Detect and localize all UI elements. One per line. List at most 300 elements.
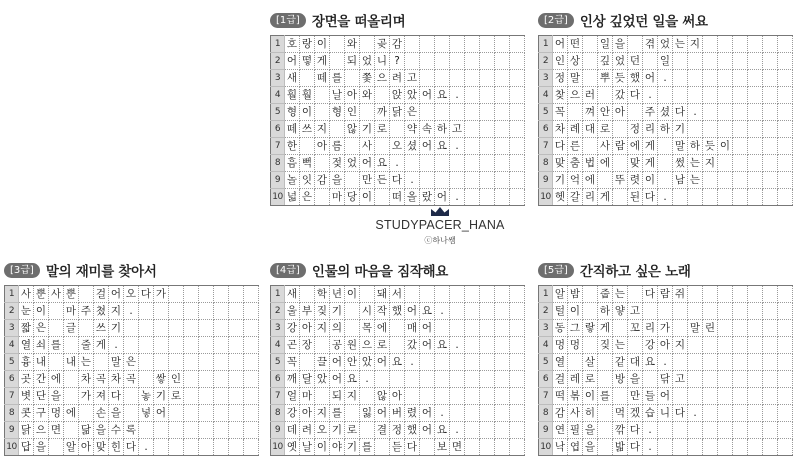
- grid-row: [539, 70, 793, 87]
- grid-cell: [420, 70, 435, 87]
- grid-cell: [229, 320, 244, 337]
- grid-cell: [495, 388, 510, 405]
- section-title: 인물의 마음을 짐작해요: [311, 264, 449, 280]
- grid-cell: [495, 104, 510, 121]
- grid-cell: [435, 155, 450, 172]
- grid-row: [271, 172, 525, 189]
- grid-cell: 만: [628, 388, 643, 405]
- grid-cell: 울: [285, 303, 300, 320]
- grid-cell: 려: [300, 422, 315, 439]
- grid-cell: 게: [315, 53, 330, 70]
- grid-cell: [390, 121, 405, 138]
- grid-row: [271, 155, 525, 172]
- grid-cell: [465, 405, 480, 422]
- grid-cell: 어: [360, 155, 375, 172]
- grid-cell: [450, 36, 465, 53]
- grid-cell: [718, 388, 733, 405]
- row-number: 6: [271, 371, 285, 388]
- grid-cell: [495, 337, 510, 354]
- grid-cell: [315, 155, 330, 172]
- grid-cell: [375, 87, 390, 104]
- grid-cell: 말: [109, 354, 124, 371]
- grid-cell: .: [139, 439, 154, 456]
- grid-cell: [405, 53, 420, 70]
- grid-cell: [495, 155, 510, 172]
- grid-cell: [199, 303, 214, 320]
- grid-cell: [124, 388, 139, 405]
- grid-row: [5, 422, 259, 439]
- grid-cell: [748, 286, 763, 303]
- grid-cell: 오: [124, 286, 139, 303]
- row-number: 4: [539, 337, 553, 354]
- grid-cell: 로: [598, 121, 613, 138]
- grid-cell: [450, 371, 465, 388]
- grid-cell: 아: [390, 388, 405, 405]
- grid-cell: 사: [49, 286, 64, 303]
- grid-cell: 지: [688, 36, 703, 53]
- grid-cell: [139, 320, 154, 337]
- grid-cell: 걸: [553, 371, 568, 388]
- grid-cell: [405, 371, 420, 388]
- grid-row: [539, 371, 793, 388]
- grid-cell: [480, 70, 495, 87]
- grid-cell: [480, 354, 495, 371]
- grid-cell: [495, 320, 510, 337]
- grid-cell: [465, 388, 480, 405]
- grid-cell: 를: [49, 337, 64, 354]
- grid-cell: 곡: [124, 371, 139, 388]
- grid-cell: 게: [643, 155, 658, 172]
- section-title: 장면을 떠올리며: [311, 14, 406, 30]
- grid-cell: 셨: [405, 138, 420, 155]
- grid-cell: 기: [345, 439, 360, 456]
- grid-cell: [703, 354, 718, 371]
- grid-cell: 매: [405, 320, 420, 337]
- grid-cell: [778, 138, 793, 155]
- brand-block: [370, 206, 510, 246]
- grid-cell: 듯: [613, 70, 628, 87]
- grade-badge: [2급]: [538, 13, 574, 28]
- grid-cell: 게: [94, 337, 109, 354]
- grid-cell: [480, 439, 495, 456]
- grid-cell: [778, 87, 793, 104]
- grid-cell: 않: [345, 121, 360, 138]
- grid-cell: [435, 354, 450, 371]
- grid-cell: [495, 121, 510, 138]
- grid-cell: 어: [420, 138, 435, 155]
- grade-badge: [1급]: [270, 13, 306, 28]
- grid-cell: 면: [49, 422, 64, 439]
- grid-cell: [450, 172, 465, 189]
- grid-cell: [405, 155, 420, 172]
- grid-cell: 를: [330, 405, 345, 422]
- brand-name: STUDYPACER_HANA: [375, 218, 505, 232]
- grid-cell: 당: [345, 189, 360, 206]
- grid-cell: [495, 303, 510, 320]
- grid-cell: [465, 320, 480, 337]
- grid-cell: 호: [285, 36, 300, 53]
- grid-cell: [748, 70, 763, 87]
- grid-cell: [495, 286, 510, 303]
- grid-cell: [435, 70, 450, 87]
- grid-row: [5, 405, 259, 422]
- grid-row: [539, 337, 793, 354]
- grid-cell: 마: [330, 189, 345, 206]
- grid-cell: [763, 405, 778, 422]
- grid-cell: 게: [598, 189, 613, 206]
- grid-cell: 밟: [613, 439, 628, 456]
- grid-cell: 렷: [628, 172, 643, 189]
- grid-row: [5, 337, 259, 354]
- grid-cell: [420, 371, 435, 388]
- grid-cell: 겠: [628, 405, 643, 422]
- grid-cell: [778, 303, 793, 320]
- grid-cell: 된: [628, 189, 643, 206]
- grid-cell: [139, 337, 154, 354]
- grid-cell: 만: [360, 172, 375, 189]
- grid-cell: 간: [34, 371, 49, 388]
- grid-cell: [658, 439, 673, 456]
- grid-cell: [778, 70, 793, 87]
- grid-cell: [169, 320, 184, 337]
- grid-cell: 방: [613, 371, 628, 388]
- grid-cell: [244, 286, 259, 303]
- grid-row: [271, 104, 525, 121]
- grid-cell: [733, 36, 748, 53]
- grid-cell: [184, 422, 199, 439]
- grid-cell: [420, 53, 435, 70]
- grid-cell: 어: [375, 354, 390, 371]
- grid-cell: .: [405, 172, 420, 189]
- grid-cell: [345, 405, 360, 422]
- grid-cell: [420, 104, 435, 121]
- row-number: 2: [5, 303, 19, 320]
- section-grade-1: [270, 10, 525, 206]
- grid-cell: [703, 189, 718, 206]
- grid-cell: 곳: [19, 371, 34, 388]
- grid-cell: 지: [315, 405, 330, 422]
- grid-cell: [450, 286, 465, 303]
- grid-cell: [510, 189, 525, 206]
- grid-cell: [169, 303, 184, 320]
- grid-cell: [510, 121, 525, 138]
- grid-cell: 었: [360, 53, 375, 70]
- grid-cell: [778, 121, 793, 138]
- grid-cell: 기: [330, 422, 345, 439]
- grid-cell: [184, 439, 199, 456]
- grid-cell: 지: [315, 320, 330, 337]
- grid-cell: [154, 303, 169, 320]
- grid-cell: 듯: [703, 138, 718, 155]
- grid-cell: [568, 354, 583, 371]
- grid-cell: 하: [688, 138, 703, 155]
- grid-row: [271, 371, 525, 388]
- grid-cell: [315, 104, 330, 121]
- grid-cell: 차: [553, 121, 568, 138]
- grid-cell: 지: [673, 337, 688, 354]
- grid-cell: [79, 286, 94, 303]
- grid-cell: 사: [568, 405, 583, 422]
- grid-cell: [300, 354, 315, 371]
- grid-cell: 니: [375, 53, 390, 70]
- grid-cell: [643, 371, 658, 388]
- grid-cell: 날: [330, 87, 345, 104]
- grid-cell: [375, 371, 390, 388]
- grid-cell: [718, 371, 733, 388]
- grid-cell: [658, 422, 673, 439]
- grid-cell: [510, 53, 525, 70]
- grid-cell: [199, 439, 214, 456]
- row-number: 4: [271, 337, 285, 354]
- grid-cell: [214, 320, 229, 337]
- grid-cell: 렸: [405, 405, 420, 422]
- grid-cell: 면: [450, 439, 465, 456]
- grid-cell: 고: [450, 121, 465, 138]
- grid-cell: [763, 422, 778, 439]
- grid-cell: 인: [169, 371, 184, 388]
- row-number: 2: [271, 53, 285, 70]
- grid-cell: 는: [688, 172, 703, 189]
- grid-row: [5, 320, 259, 337]
- grid-cell: [139, 422, 154, 439]
- grid-cell: [598, 172, 613, 189]
- grid-cell: [214, 337, 229, 354]
- grid-cell: 는: [688, 155, 703, 172]
- grid-cell: 이: [34, 303, 49, 320]
- grid-cell: 갈: [568, 189, 583, 206]
- grid-cell: 인: [553, 53, 568, 70]
- grid-cell: [480, 286, 495, 303]
- grid-cell: 강: [643, 337, 658, 354]
- grid-cell: [733, 155, 748, 172]
- grid-cell: 다: [405, 439, 420, 456]
- grid-cell: [360, 286, 375, 303]
- grid-cell: 힌: [109, 439, 124, 456]
- row-number: 5: [271, 104, 285, 121]
- grid-cell: 을: [34, 439, 49, 456]
- grid-row: [271, 354, 525, 371]
- grid-cell: [613, 121, 628, 138]
- grid-cell: 어: [420, 87, 435, 104]
- grid-cell: [613, 388, 628, 405]
- grid-cell: 하: [658, 121, 673, 138]
- grid-cell: 인: [345, 104, 360, 121]
- grid-cell: 형: [285, 104, 300, 121]
- grid-cell: [435, 286, 450, 303]
- grid-cell: 를: [330, 70, 345, 87]
- grid-cell: 깨: [285, 371, 300, 388]
- grid-cell: 겪: [643, 36, 658, 53]
- grid-cell: 줍: [598, 286, 613, 303]
- grid-cell: 달: [300, 371, 315, 388]
- grid-cell: [465, 138, 480, 155]
- grid-cell: 낙: [553, 439, 568, 456]
- grid-cell: [184, 286, 199, 303]
- grid-cell: [315, 388, 330, 405]
- row-number: 7: [539, 138, 553, 155]
- row-number: 10: [271, 189, 285, 206]
- grid-row: [539, 104, 793, 121]
- crown-icon: [430, 206, 450, 217]
- grid-cell: [718, 172, 733, 189]
- grid-cell: 걸: [94, 286, 109, 303]
- grid-cell: [345, 138, 360, 155]
- grid-cell: 넓: [285, 189, 300, 206]
- grid-cell: 동: [553, 320, 568, 337]
- row-number: 3: [539, 320, 553, 337]
- grid-row: [539, 286, 793, 303]
- grid-cell: 맞: [553, 155, 568, 172]
- grid-cell: 알: [553, 286, 568, 303]
- grid-cell: 으: [375, 70, 390, 87]
- grid-cell: [688, 87, 703, 104]
- grid-row: [539, 87, 793, 104]
- grid-cell: 에: [49, 371, 64, 388]
- grid-cell: [49, 303, 64, 320]
- grid-cell: [733, 172, 748, 189]
- grid-cell: 헷: [553, 189, 568, 206]
- grid-cell: [169, 422, 184, 439]
- grid-cell: 꼬: [628, 320, 643, 337]
- row-number: 2: [539, 303, 553, 320]
- row-number: 7: [271, 388, 285, 405]
- grid-cell: 같: [613, 354, 628, 371]
- grid-cell: [495, 422, 510, 439]
- grid-cell: 보: [435, 439, 450, 456]
- grid-cell: [733, 405, 748, 422]
- grid-cell: 의: [330, 320, 345, 337]
- grid-cell: 쇠: [34, 337, 49, 354]
- grid-cell: [703, 439, 718, 456]
- grid-cell: 되: [345, 53, 360, 70]
- grid-cell: [420, 439, 435, 456]
- grid-cell: [748, 189, 763, 206]
- grid-cell: [583, 70, 598, 87]
- grid-cell: 아: [613, 104, 628, 121]
- grid-cell: 에: [375, 320, 390, 337]
- grid-cell: [748, 354, 763, 371]
- row-number: 4: [539, 87, 553, 104]
- grid-cell: 짧: [19, 320, 34, 337]
- grid-cell: [244, 422, 259, 439]
- grid-cell: [718, 439, 733, 456]
- grid-cell: [778, 189, 793, 206]
- grid-cell: [583, 286, 598, 303]
- grid-cell: [688, 121, 703, 138]
- grid-cell: [598, 354, 613, 371]
- grid-cell: 는: [79, 354, 94, 371]
- grid-cell: [480, 189, 495, 206]
- grid-cell: 쓰: [300, 121, 315, 138]
- grid-cell: [495, 405, 510, 422]
- grid-cell: [688, 286, 703, 303]
- grid-cell: 억: [568, 172, 583, 189]
- grid-cell: 시: [360, 303, 375, 320]
- grid-cell: 레: [568, 371, 583, 388]
- grid-cell: 일: [658, 53, 673, 70]
- grid-cell: 을: [628, 371, 643, 388]
- grid-cell: 줄: [79, 337, 94, 354]
- grid-cell: 올: [405, 189, 420, 206]
- grid-row: [5, 371, 259, 388]
- grid-cell: 을: [109, 405, 124, 422]
- row-number: 3: [539, 70, 553, 87]
- row-number: 10: [271, 439, 285, 456]
- grid-row: [271, 53, 525, 70]
- grid-cell: [748, 172, 763, 189]
- grid-cell: 떼: [285, 121, 300, 138]
- grid-cell: [748, 138, 763, 155]
- grid-cell: [214, 422, 229, 439]
- grid-cell: 고: [628, 303, 643, 320]
- grid-row: [271, 405, 525, 422]
- grid-cell: 다: [673, 405, 688, 422]
- grid-cell: [330, 121, 345, 138]
- grid-cell: [763, 320, 778, 337]
- grid-cell: [435, 371, 450, 388]
- grid-cell: [345, 320, 360, 337]
- grid-cell: 닮: [79, 422, 94, 439]
- grid-cell: [583, 303, 598, 320]
- grid-cell: [465, 337, 480, 354]
- grid-cell: 아: [300, 405, 315, 422]
- grid-cell: [673, 53, 688, 70]
- grid-cell: [643, 53, 658, 70]
- dictation-grid: [4, 285, 259, 456]
- grid-cell: [748, 422, 763, 439]
- grid-cell: [748, 36, 763, 53]
- grid-row: [539, 36, 793, 53]
- grid-cell: 리: [643, 121, 658, 138]
- grid-cell: [495, 172, 510, 189]
- grid-cell: 형: [330, 104, 345, 121]
- grid-cell: [688, 53, 703, 70]
- grid-cell: [703, 121, 718, 138]
- brand-copyright: ⓒ하나쌤: [424, 236, 456, 245]
- grid-cell: 다: [109, 388, 124, 405]
- grid-cell: [598, 439, 613, 456]
- grid-cell: [465, 189, 480, 206]
- grid-cell: [480, 303, 495, 320]
- grid-cell: [703, 87, 718, 104]
- grid-cell: [214, 286, 229, 303]
- grid-cell: [718, 121, 733, 138]
- grid-cell: [748, 371, 763, 388]
- grid-cell: [763, 172, 778, 189]
- grid-cell: [703, 53, 718, 70]
- grid-cell: [510, 405, 525, 422]
- grid-cell: .: [688, 104, 703, 121]
- row-number: 1: [539, 36, 553, 53]
- grid-cell: [673, 388, 688, 405]
- grid-cell: 져: [94, 388, 109, 405]
- grid-cell: 했: [628, 70, 643, 87]
- row-number: 6: [5, 371, 19, 388]
- grid-cell: 아: [79, 439, 94, 456]
- grid-cell: 뚜: [613, 172, 628, 189]
- grid-cell: [748, 405, 763, 422]
- grid-cell: [465, 172, 480, 189]
- grid-cell: 이: [300, 104, 315, 121]
- grid-cell: [763, 286, 778, 303]
- grid-cell: 록: [124, 422, 139, 439]
- grid-cell: 잃: [360, 405, 375, 422]
- grid-cell: 쫓: [360, 70, 375, 87]
- grid-cell: .: [643, 87, 658, 104]
- grade-badge: [4급]: [270, 263, 306, 278]
- grid-cell: [598, 405, 613, 422]
- row-number: 1: [271, 36, 285, 53]
